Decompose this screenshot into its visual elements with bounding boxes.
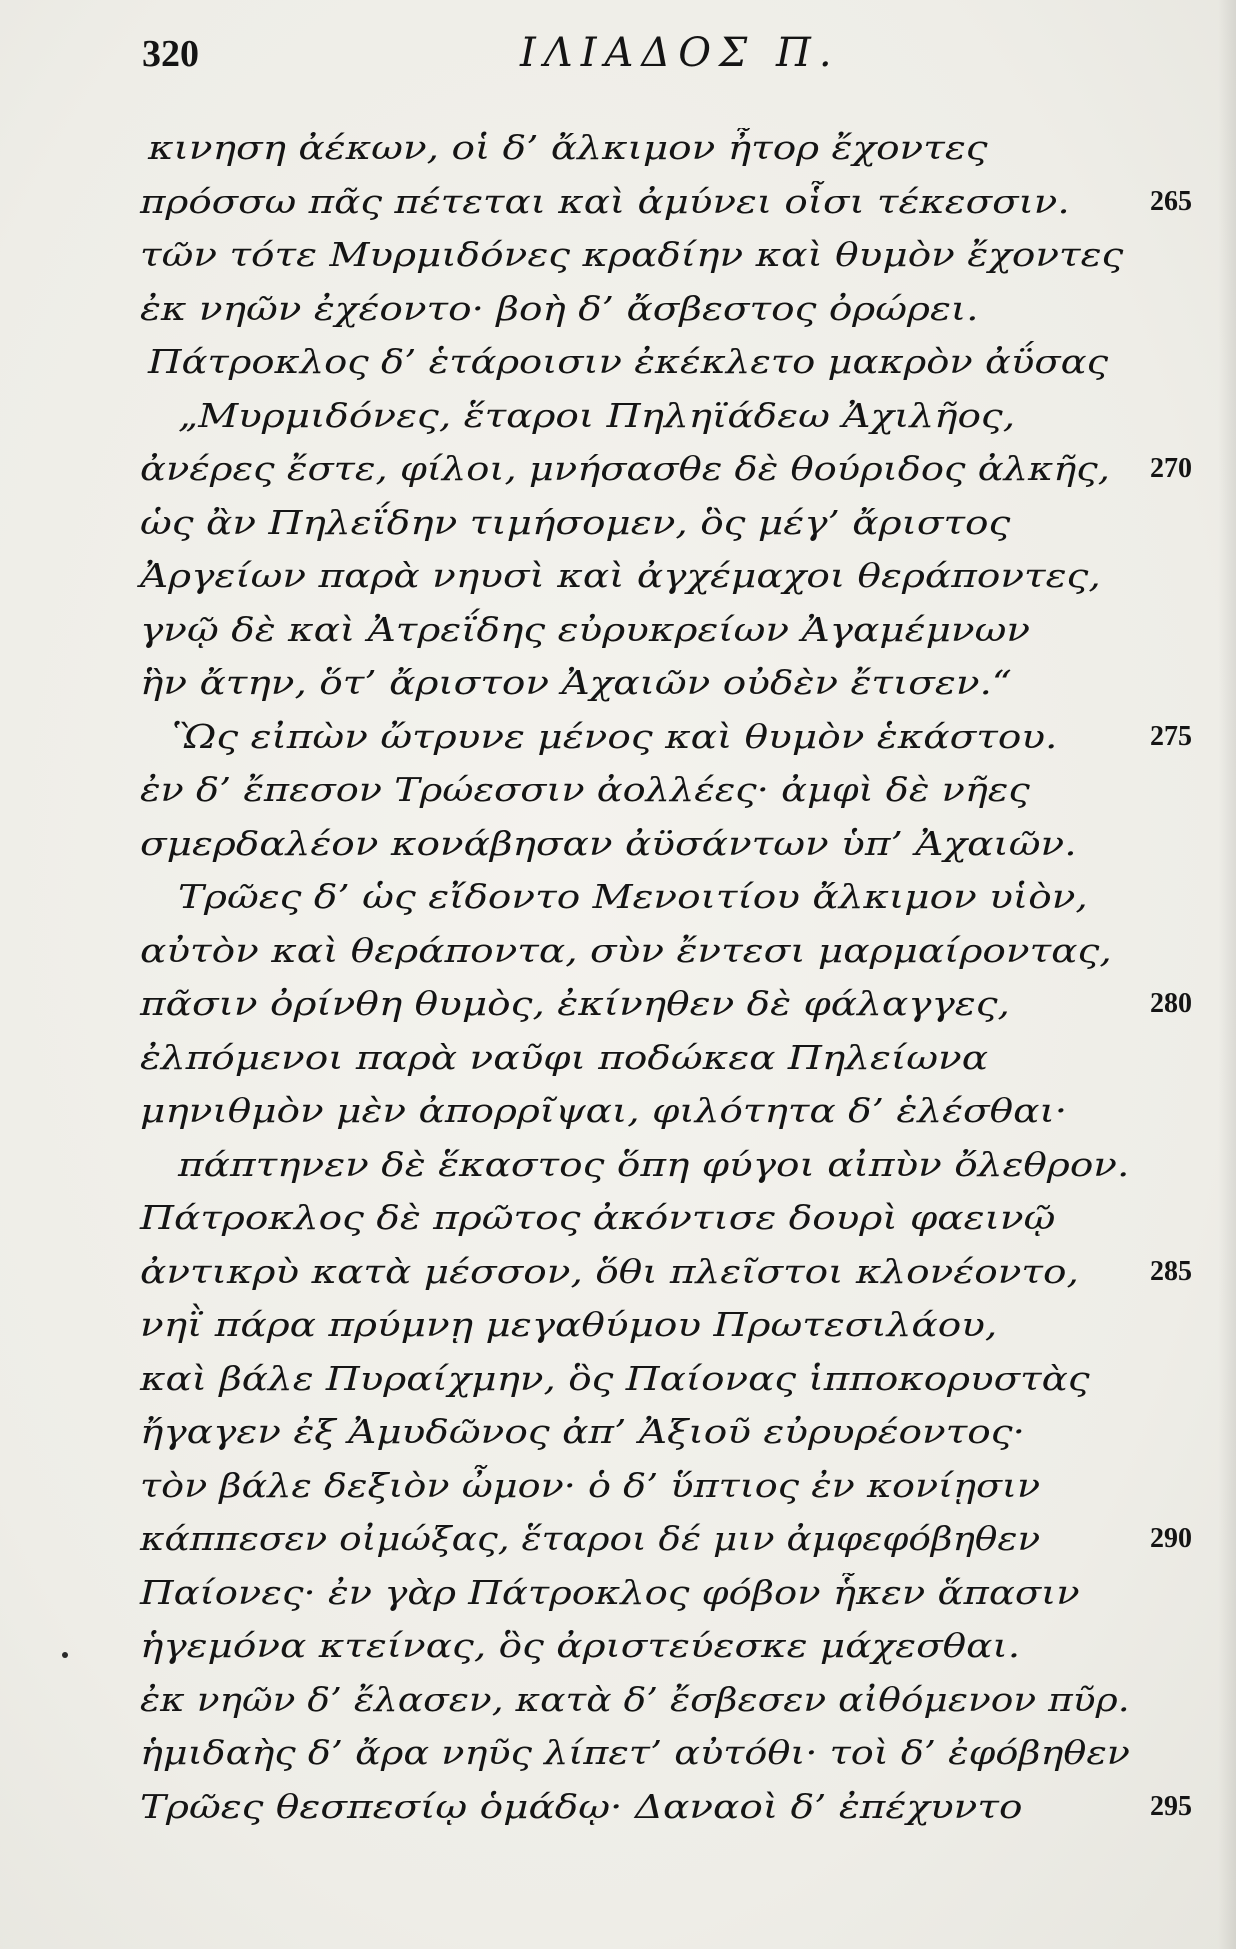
verse-text: καὶ βάλε Πυραίχμην, ὃς Παίονας ἱπποκορυστὰς [140, 1359, 1090, 1398]
verse-line [140, 182, 1070, 222]
line-number: 285 [1150, 1255, 1192, 1287]
verse-text: ἀντικρὺ κατὰ μέσσον, ὅθι πλεῖστοι κλονέοντο, [140, 1252, 1079, 1291]
verse-line [140, 1412, 1025, 1452]
line-number: 265 [1150, 185, 1192, 217]
verse-text: Πάτροκλος δὲ πρῶτος ἀκόντισε δουρὶ φαεινῷ [140, 1199, 1056, 1237]
verse-text: Ὣς εἰπὼν ὤτρυνε μένος καὶ θυμὸν ἑκάστου. [172, 717, 1058, 756]
verse-line [140, 1091, 1068, 1131]
verse-line [140, 1466, 1041, 1506]
verse-text: Τρῶες δ’ ὡς εἴδοντο Μενοιτίου ἄλκιμον υἱὸν, [178, 878, 1088, 916]
verse-text: ἐκ νηῶν δ’ ἔλασεν, κατὰ δ’ ἔσβεσεν αἰθόμενον πῦρ. [140, 1680, 1130, 1719]
verse-text: ἐλπόμενοι παρὰ ναῦφι ποδώκεα Πηλείωνα [140, 1038, 989, 1077]
verse-line [140, 1359, 1090, 1399]
verse-line [172, 717, 1058, 757]
verse-text: ἐκ νηῶν ἐχέοντο· βοὴ δ’ ἄσβεστος ὀρώρει. [140, 289, 979, 328]
verse-text: πάπτηνεν δὲ ἕκαστος ὅπη φύγοι αἰπὺν ὄλεθρον. [178, 1145, 1130, 1184]
verse-line [140, 289, 979, 329]
line-number: 270 [1150, 453, 1192, 484]
verse-text: Τρῶες θεσπεσίῳ ὁμάδῳ· Δαναοὶ δ’ ἐπέχυντο [140, 1787, 1023, 1826]
verse-text: Ἀργείων παρὰ νηυσὶ καὶ ἀγχέμαχοι θεράποντες, [140, 557, 1101, 595]
verse-text: ἀνέρες ἔστε, φίλοι, μνήσασθε δὲ θούριδος ἀλκῆς, [140, 450, 1110, 488]
verse-line [148, 128, 988, 168]
verse-line [140, 1198, 1056, 1238]
verse-line [140, 1733, 1131, 1773]
verse-text: σμερδαλέον κονάβησαν ἀϋσάντων ὑπ’ Ἀχαιῶν. [140, 824, 1077, 863]
verse-text: ἡγεμόνα κτείνας, ὃς ἀριστεύεσκε μάχεσθαι. [140, 1627, 1021, 1665]
verse-text: ἤγαγεν ἐξ Ἀμυδῶνος ἀπ’ Ἀξιοῦ εὐρυρέοντος· [140, 1413, 1025, 1451]
verse-line [140, 1305, 998, 1345]
verse-line [140, 984, 1010, 1024]
verse-line [178, 396, 1016, 436]
line-number: 295 [1150, 1790, 1192, 1822]
line-number: 275 [1150, 720, 1192, 752]
verse-text: ἣν ἄτην, ὅτ’ ἄριστον Ἀχαιῶν οὐδὲν ἔτισεν.“ [140, 664, 1012, 702]
verse-line [140, 1680, 1130, 1720]
verse-text: Πάτροκλος δ’ ἑτάροισιν ἐκέκλετο μακρὸν ἀΰσας [148, 343, 1109, 381]
verse-text: Παίονες· ἐν γὰρ Πάτροκλος φόβον ἧκεν ἅπασιν [140, 1573, 1080, 1612]
verse-line [140, 770, 1030, 810]
verse-text: κινηση ἀέκων, οἱ δ’ ἄλκιμον ἦτορ ἔχοντες [148, 129, 988, 167]
verse-line [140, 1038, 989, 1078]
verse-text: ὡς ἂν Πηλεΐδην τιμήσομεν, ὃς μέγ’ ἄριστος [140, 503, 1011, 542]
verse-line [140, 1626, 1021, 1666]
verse-text: μηνιθμὸν μὲν ἀπορρῖψαι, φιλότητα δ’ ἑλέσθαι· [140, 1092, 1068, 1130]
verse-text: ἐν δ’ ἔπεσον Τρώεσσιν ἀολλέες· ἀμφὶ δὲ νῆες [140, 771, 1030, 809]
verse-text: αὐτὸν καὶ θεράποντα, σὺν ἔντεσι μαρμαίροντας, [140, 931, 1112, 970]
verse-line [140, 1787, 1023, 1827]
verse-line [178, 1145, 1130, 1185]
verse-text: νηῒ πάρα πρύμνῃ μεγαθύμου Πρωτεσιλάου, [140, 1306, 998, 1344]
line-number: 280 [1150, 988, 1192, 1019]
verse-line [140, 610, 1031, 650]
line-number: 290 [1150, 1523, 1192, 1554]
verse-text: κάππεσεν οἰμώξας, ἕταροι δέ μιν ἀμφεφόβηθεν [140, 1520, 1041, 1558]
verse-text: πρόσσω πᾶς πέτεται καὶ ἀμύνει οἷσι τέκεσσιν. [140, 182, 1070, 221]
verse-line [140, 235, 1124, 275]
verse-line [140, 1252, 1079, 1292]
ink-speck [62, 1652, 68, 1658]
verse-line [140, 1519, 1041, 1559]
verse-line [140, 503, 1011, 543]
verse-text: τὸν βάλε δεξιὸν ὦμον· ὁ δ’ ὕπτιος ἐν κονίῃσιν [140, 1466, 1041, 1505]
verse-line [140, 824, 1077, 864]
verse-text: γνῷ δὲ καὶ Ἀτρεΐδης εὐρυκρείων Ἀγαμέμνων [140, 610, 1031, 649]
running-head: ΙΛΙΑΔΟΣ Π. [520, 30, 840, 76]
page-number: 320 [142, 33, 199, 75]
verse-text: „Μυρμιδόνες, ἕταροι Πηληϊάδεω Ἀχιλῆος, [178, 396, 1016, 435]
verse-line [140, 931, 1112, 971]
verse-line [178, 877, 1088, 917]
verse-line [140, 449, 1110, 489]
verse-line [140, 556, 1101, 596]
verse-text: πᾶσιν ὀρίνθη θυμὸς, ἐκίνηθεν δὲ φάλαγγες, [140, 985, 1010, 1023]
verse-text: τῶν τότε Μυρμιδόνες κραδίην καὶ θυμὸν ἔχοντες [140, 236, 1124, 274]
verse-line [140, 1573, 1080, 1613]
page-edge-shadow [1218, 0, 1236, 1949]
verse-line [140, 663, 1012, 703]
verse-text: ἡμιδαὴς δ’ ἄρα νηῦς λίπετ’ αὐτόθι· τοὶ δ’ ἐφόβηθεν [140, 1734, 1131, 1772]
verse-line [148, 342, 1109, 382]
